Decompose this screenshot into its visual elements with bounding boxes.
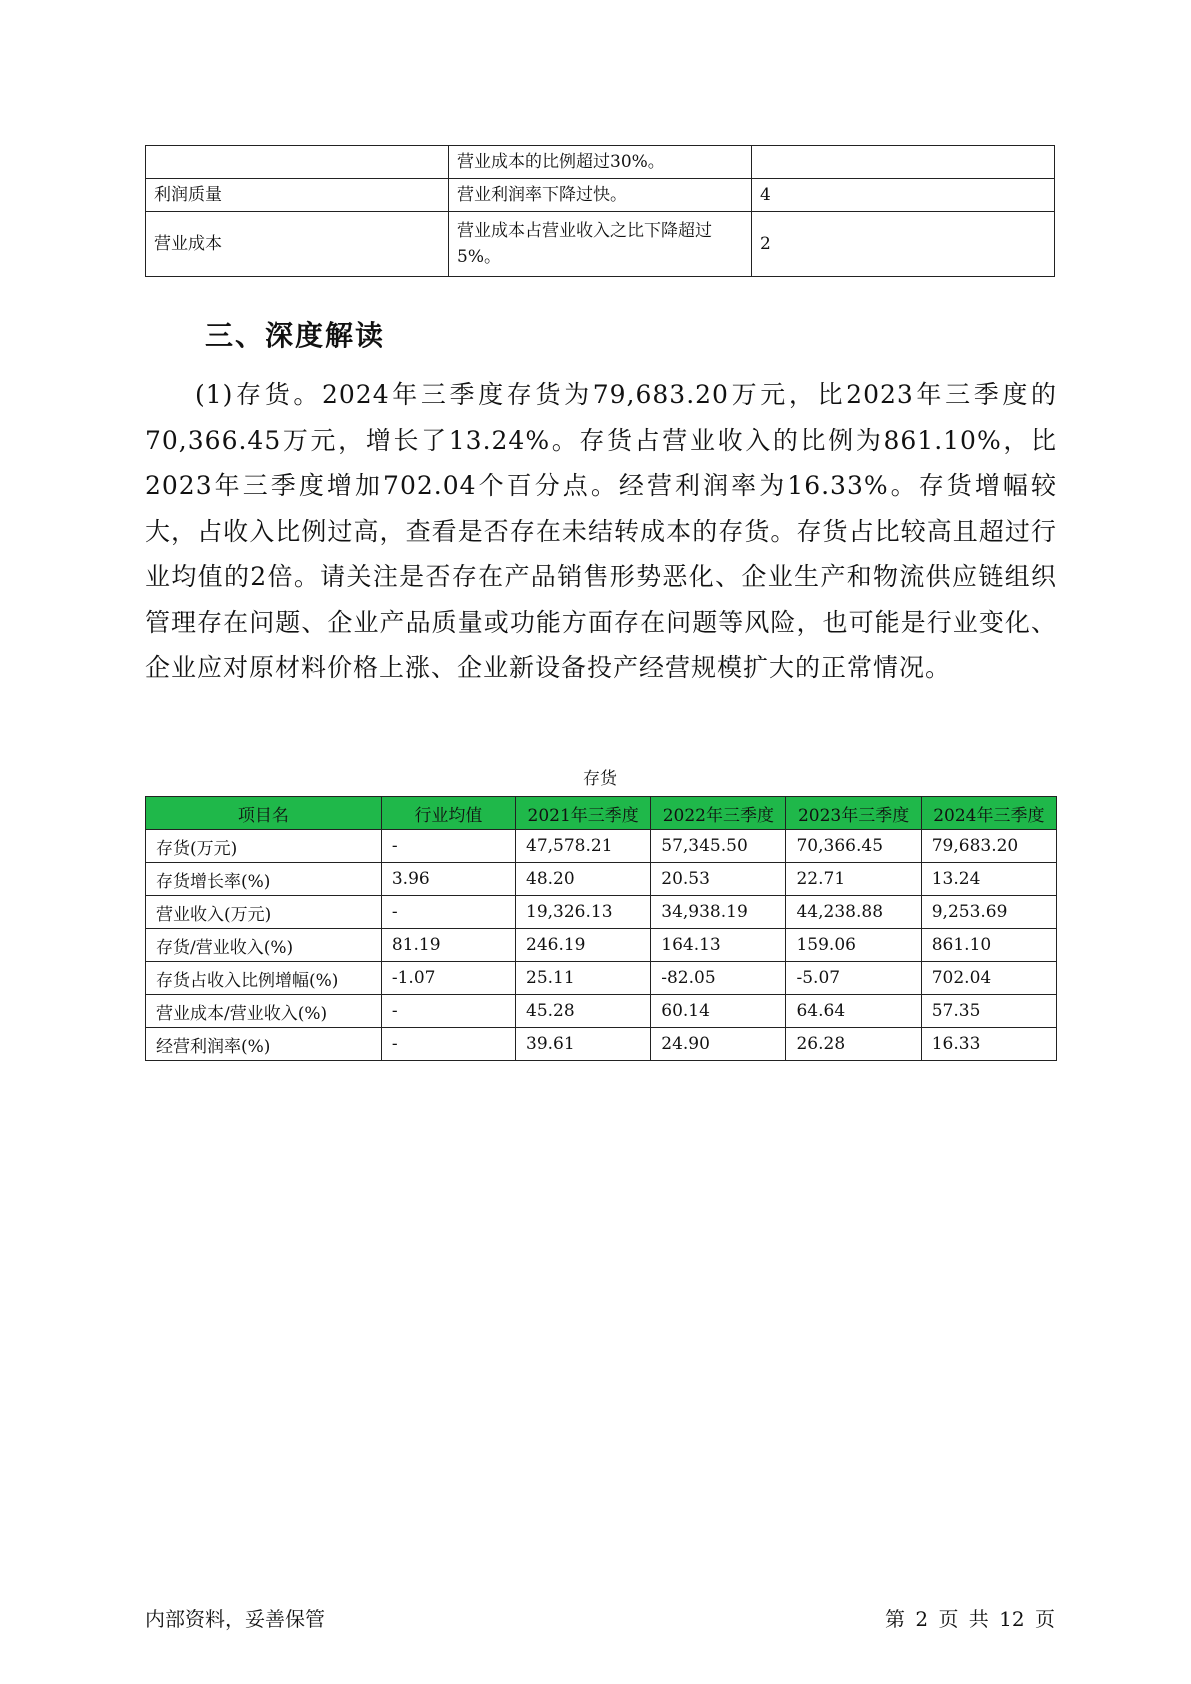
value-cell: 47,578.21: [516, 830, 651, 863]
table-header-row: [146, 797, 1057, 830]
inventory-analysis-paragraph: (1)存货。2024年三季度存货为79,683.20万元，比2023年三季度的70,366.45万元，增长了13.24%。存货占营业收入的比例为861.10%，比2023年三季度增加702.04个百分点。经营利润率为16.33%。存货增幅较大，占收入比例过高，查看是否存在未结转成本的存货。存货占比较高且超过行业均值的2倍。请关注是否存在产品销售形势恶化、企业生产和物流供应链组织管理存在问题、企业产品质量或功能方面存在问题等风险，也可能是行业变化、企业应对原材料价格上涨、企业新设备投产经营规模扩大的正常情况。: [145, 380, 1057, 682]
table-row: [146, 995, 1057, 1028]
value-cell: 70,366.45: [786, 830, 921, 863]
value-cell: -: [381, 995, 515, 1028]
row-label-cell: 存货/营业收入(%): [146, 929, 382, 962]
value-cell: 24.90: [651, 1028, 786, 1061]
value-cell: -5.07: [786, 962, 921, 995]
column-header: 行业均值: [381, 797, 515, 830]
value-cell: 79,683.20: [921, 830, 1056, 863]
value-cell: -82.05: [651, 962, 786, 995]
row-label-cell: 存货增长率(%): [146, 863, 382, 896]
risk-description-cell: 营业成本的比例超过30%。: [449, 146, 752, 179]
risk-score-cell: 2: [752, 212, 1055, 277]
table-row: [146, 929, 1057, 962]
risk-items-table: [145, 145, 1055, 277]
value-cell: 34,938.19: [651, 896, 786, 929]
value-cell: 20.53: [651, 863, 786, 896]
value-cell: 13.24: [921, 863, 1056, 896]
value-cell: 702.04: [921, 962, 1056, 995]
value-cell: -1.07: [381, 962, 515, 995]
value-cell: -: [381, 1028, 515, 1061]
value-cell: 22.71: [786, 863, 921, 896]
column-header: 2022年三季度: [651, 797, 786, 830]
table-row: [146, 179, 1055, 212]
value-cell: 159.06: [786, 929, 921, 962]
value-cell: 16.33: [921, 1028, 1056, 1061]
risk-description-cell: 营业成本占营业收入之比下降超过5%。: [449, 212, 752, 277]
value-cell: 19,326.13: [516, 896, 651, 929]
value-cell: 3.96: [381, 863, 515, 896]
table-row: [146, 830, 1057, 863]
value-cell: -: [381, 896, 515, 929]
row-label-cell: 营业收入(万元): [146, 896, 382, 929]
value-cell: 57.35: [921, 995, 1056, 1028]
table-row: [146, 212, 1055, 277]
risk-category-cell: [146, 146, 449, 179]
row-label-cell: 经营利润率(%): [146, 1028, 382, 1061]
table-row: [146, 146, 1055, 179]
page-number: 第 2 页 共 12 页: [885, 1607, 1055, 1631]
value-cell: 44,238.88: [786, 896, 921, 929]
section-heading: 三、深度解读: [205, 319, 386, 352]
column-header: 2024年三季度: [921, 797, 1056, 830]
table-row: [146, 962, 1057, 995]
value-cell: -: [381, 830, 515, 863]
value-cell: 39.61: [516, 1028, 651, 1061]
column-header: 项目名: [146, 797, 382, 830]
value-cell: 57,345.50: [651, 830, 786, 863]
value-cell: 246.19: [516, 929, 651, 962]
value-cell: 45.28: [516, 995, 651, 1028]
value-cell: 64.64: [786, 995, 921, 1028]
value-cell: 861.10: [921, 929, 1056, 962]
inventory-table: [145, 796, 1057, 1061]
value-cell: 81.19: [381, 929, 515, 962]
value-cell: 48.20: [516, 863, 651, 896]
risk-score-cell: [752, 146, 1055, 179]
row-label-cell: 存货(万元): [146, 830, 382, 863]
risk-description-cell: 营业利润率下降过快。: [449, 179, 752, 212]
table-caption: 存货: [583, 769, 617, 789]
row-label-cell: 营业成本/营业收入(%): [146, 995, 382, 1028]
column-header: 2023年三季度: [786, 797, 921, 830]
table-row: [146, 896, 1057, 929]
risk-category-cell: 营业成本: [146, 212, 449, 277]
value-cell: 60.14: [651, 995, 786, 1028]
column-header: 2021年三季度: [516, 797, 651, 830]
table-row: [146, 863, 1057, 896]
risk-category-cell: 利润质量: [146, 179, 449, 212]
value-cell: 164.13: [651, 929, 786, 962]
value-cell: 9,253.69: [921, 896, 1056, 929]
value-cell: 26.28: [786, 1028, 921, 1061]
risk-score-cell: 4: [752, 179, 1055, 212]
row-label-cell: 存货占收入比例增幅(%): [146, 962, 382, 995]
value-cell: 25.11: [516, 962, 651, 995]
confidential-notice: 内部资料，妥善保管: [145, 1607, 325, 1631]
table-row: [146, 1028, 1057, 1061]
